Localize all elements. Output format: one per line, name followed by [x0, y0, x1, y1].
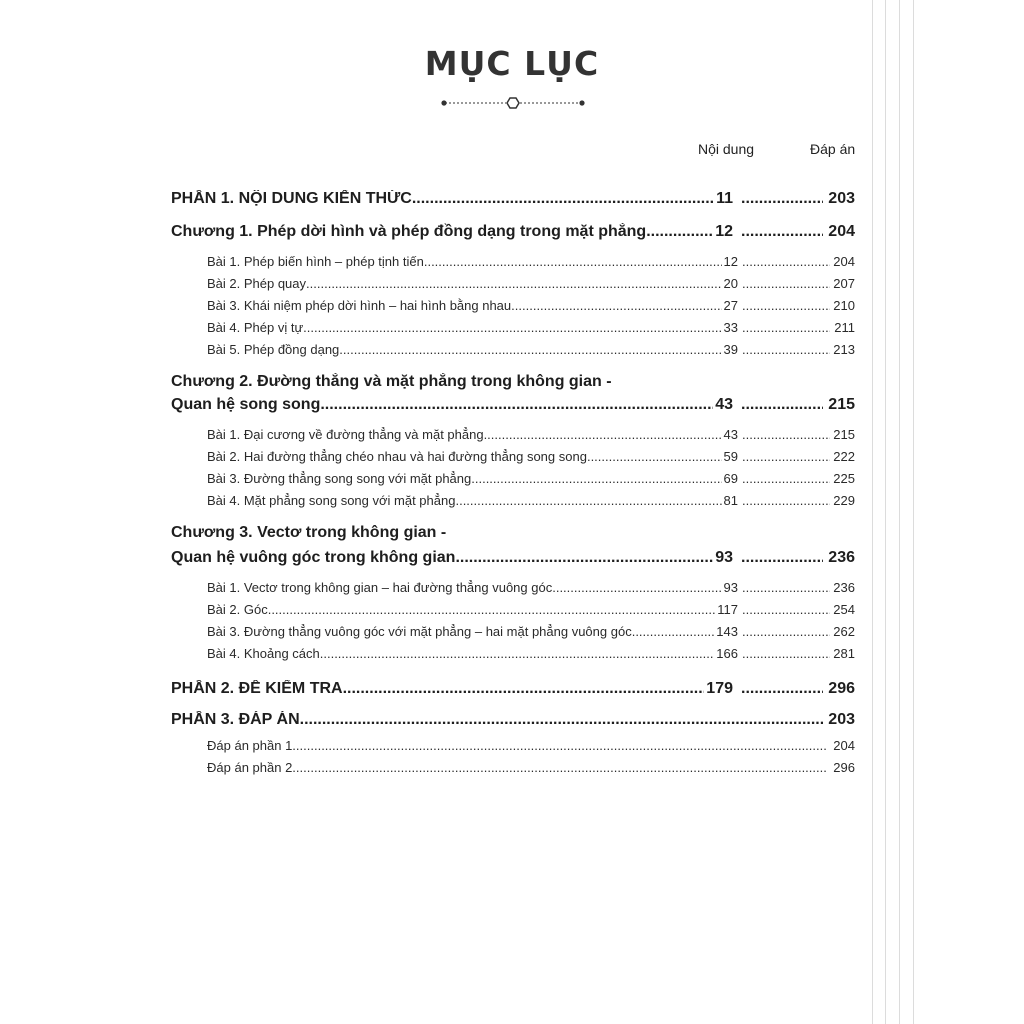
- toc-entry-label: PHẦN 3. ĐÁP ÁN: [171, 711, 300, 728]
- toc-entry-page: 93: [715, 549, 733, 566]
- toc-lesson-page: 69: [723, 471, 738, 486]
- column-header-content: Nội dung: [698, 141, 755, 157]
- toc-lesson-answer-page: 229: [833, 493, 855, 508]
- toc-lesson[interactable]: [207, 602, 855, 619]
- dot-leader: [742, 342, 830, 357]
- toc-lesson-label: Bài 3. Đường thẳng vuông góc với mặt phẳng – hai mặt phẳng vuông góc: [207, 624, 632, 639]
- toc-lesson-label: Bài 4. Phép vị tự: [207, 320, 304, 335]
- toc-lesson[interactable]: [207, 760, 855, 777]
- dot-leader: [300, 711, 823, 729]
- toc-lesson-answer-page: 281: [833, 646, 855, 661]
- dot-leader: [455, 493, 721, 508]
- dot-leader: [343, 680, 705, 698]
- dot-leader: [741, 396, 823, 414]
- toc-lesson-page: 20: [723, 276, 738, 291]
- toc-lesson-page: 166: [716, 646, 738, 661]
- toc-lesson[interactable]: [207, 320, 855, 337]
- dot-leader: [742, 298, 830, 313]
- dot-leader: [742, 646, 830, 661]
- toc-lesson-answer-page: 204: [833, 738, 855, 753]
- toc-lesson-label: Bài 2. Hai đường thẳng chéo nhau và hai đường thẳng song song: [207, 449, 587, 464]
- toc-entry-label: Quan hệ vuông góc trong không gian: [171, 549, 456, 566]
- page-edge-line: [872, 0, 873, 1024]
- toc-lesson-label: Bài 5. Phép đồng dạng: [207, 342, 340, 357]
- toc-lesson[interactable]: [207, 298, 855, 315]
- toc-lesson[interactable]: [207, 254, 855, 271]
- toc-lesson-label: Bài 1. Phép biến hình – phép tịnh tiến: [207, 254, 424, 269]
- dot-leader: [268, 602, 716, 617]
- dot-leader: [511, 298, 721, 313]
- toc-entry-heading-line: [171, 373, 855, 393]
- toc-lesson[interactable]: [207, 580, 855, 597]
- title-ornament: [440, 96, 586, 110]
- toc-entry-answer-page: 203: [828, 711, 855, 728]
- dot-leader: [742, 276, 830, 291]
- page-edge-line: [885, 0, 886, 1024]
- toc-lesson-answer-page: 207: [833, 276, 855, 291]
- toc-entry[interactable]: [171, 711, 855, 731]
- toc-lesson-label: Bài 4. Mặt phẳng song song với mặt phẳng: [207, 493, 456, 508]
- toc-lesson-answer-page: 296: [833, 760, 855, 775]
- dot-leader: [320, 396, 713, 414]
- toc-lesson-label: Bài 3. Khái niệm phép dời hình – hai hình bằng nhau: [207, 298, 512, 313]
- toc-lesson-label: Bài 2. Phép quay: [207, 276, 307, 291]
- toc-lesson-answer-page: 254: [833, 602, 855, 617]
- dot-leader: [742, 449, 830, 464]
- dot-leader: [742, 471, 830, 486]
- dot-leader: [424, 254, 722, 269]
- dot-leader: [742, 254, 830, 269]
- toc-lesson-page: 33: [723, 320, 738, 335]
- toc-entry-label: Quan hệ song song: [171, 396, 321, 413]
- dot-leader: [306, 276, 722, 291]
- toc-entry-label-line1: Chương 3. Vectơ trong không gian -: [171, 524, 447, 541]
- toc-lesson-answer-page: 222: [833, 449, 855, 464]
- toc-entry-label: PHẦN 1. NỘI DUNG KIẾN THỨC: [171, 190, 412, 207]
- toc-lesson-answer-page: 225: [833, 471, 855, 486]
- toc-entry-heading-line: [171, 524, 855, 544]
- dot-leader: [741, 549, 823, 567]
- toc-lesson-page: 93: [723, 580, 738, 595]
- toc-entry-answer-page: 236: [828, 549, 855, 566]
- toc-entry-page: 12: [715, 223, 733, 240]
- dot-leader: [339, 342, 721, 357]
- toc-entry-label-line1: Chương 2. Đường thẳng và mặt phẳng trong không gian -: [171, 373, 612, 390]
- dot-leader: [742, 320, 830, 335]
- toc-lesson-answer-page: 204: [833, 254, 855, 269]
- dot-leader: [455, 549, 713, 567]
- toc-lesson[interactable]: [207, 646, 855, 663]
- toc-lesson-page: 117: [717, 602, 738, 617]
- dot-leader: [742, 580, 830, 595]
- toc-lesson[interactable]: [207, 342, 855, 359]
- toc-entry-label: PHẦN 2. ĐỀ KIỂM TRA: [171, 680, 343, 697]
- toc-lesson-page: 143: [716, 624, 738, 639]
- page-edge-line: [913, 0, 914, 1024]
- toc-entry[interactable]: [171, 396, 855, 416]
- toc-lesson-label: Bài 2. Góc: [207, 602, 268, 617]
- toc-lesson-answer-page: 262: [833, 624, 855, 639]
- toc-entry[interactable]: [171, 549, 855, 569]
- toc-lesson-page: 59: [723, 449, 738, 464]
- toc-lesson-page: 39: [723, 342, 738, 357]
- toc-lesson[interactable]: [207, 427, 855, 444]
- dot-leader: [742, 624, 830, 639]
- dot-leader: [742, 602, 830, 617]
- column-header-answers: Đáp án: [810, 141, 856, 157]
- dot-leader: [292, 760, 828, 775]
- toc-lesson[interactable]: [207, 449, 855, 466]
- toc-lesson-label: Đáp án phần 2: [207, 760, 293, 775]
- toc-entry[interactable]: [171, 223, 855, 243]
- toc-lesson-label: Bài 1. Đại cương về đường thẳng và mặt phẳng: [207, 427, 484, 442]
- page-title: MỤC LỤC: [424, 44, 600, 83]
- toc-lesson-answer-page: 211: [834, 320, 855, 335]
- dot-leader: [484, 427, 722, 442]
- dot-leader: [320, 646, 715, 661]
- page-edge-line: [899, 0, 900, 1024]
- toc-lesson-page: 81: [723, 493, 738, 508]
- toc-lesson-answer-page: 236: [833, 580, 855, 595]
- toc-lesson-label: Đáp án phần 1: [207, 738, 293, 753]
- toc-lesson[interactable]: [207, 276, 855, 293]
- dot-leader: [741, 680, 823, 698]
- toc-entry-answer-page: 296: [828, 680, 855, 697]
- dot-leader: [412, 190, 714, 208]
- dot-leader: [741, 190, 823, 208]
- dot-leader: [741, 223, 823, 241]
- toc-entry-page: 179: [706, 680, 733, 697]
- toc-lesson-page: 43: [723, 427, 738, 442]
- toc-lesson-label: Bài 1. Vectơ trong không gian – hai đường thẳng vuông góc: [207, 580, 553, 595]
- dot-leader: [646, 223, 713, 241]
- dot-leader: [632, 624, 715, 639]
- toc-entry[interactable]: [171, 680, 855, 700]
- toc-lesson-page: 12: [723, 254, 738, 269]
- toc-entry-label: Chương 1. Phép dời hình và phép đồng dạng trong mặt phẳng: [171, 223, 647, 240]
- dot-leader: [292, 738, 828, 753]
- toc-lesson-answer-page: 213: [833, 342, 855, 357]
- toc-lesson[interactable]: [207, 624, 855, 641]
- toc-lesson[interactable]: [207, 471, 855, 488]
- toc-entry-page: 43: [715, 396, 733, 413]
- dot-leader: [303, 320, 721, 335]
- toc-lesson-label: Bài 4. Khoảng cách: [207, 646, 320, 661]
- toc-entry-page: 11: [716, 190, 733, 207]
- dot-leader: [552, 580, 721, 595]
- toc-lesson-answer-page: 210: [833, 298, 855, 313]
- toc-entry-answer-page: 215: [828, 396, 855, 413]
- dot-leader: [742, 427, 830, 442]
- toc-entry-answer-page: 204: [828, 223, 855, 240]
- dot-leader: [587, 449, 722, 464]
- toc-entry[interactable]: [171, 190, 855, 210]
- toc-lesson[interactable]: [207, 738, 855, 755]
- toc-lesson-page: 27: [723, 298, 738, 313]
- dot-leader: [742, 493, 830, 508]
- toc-lesson-label: Bài 3. Đường thẳng song song với mặt phẳng: [207, 471, 472, 486]
- toc-lesson[interactable]: [207, 493, 855, 510]
- dot-leader: [471, 471, 721, 486]
- toc-lesson-answer-page: 215: [833, 427, 855, 442]
- toc-entry-answer-page: 203: [828, 190, 855, 207]
